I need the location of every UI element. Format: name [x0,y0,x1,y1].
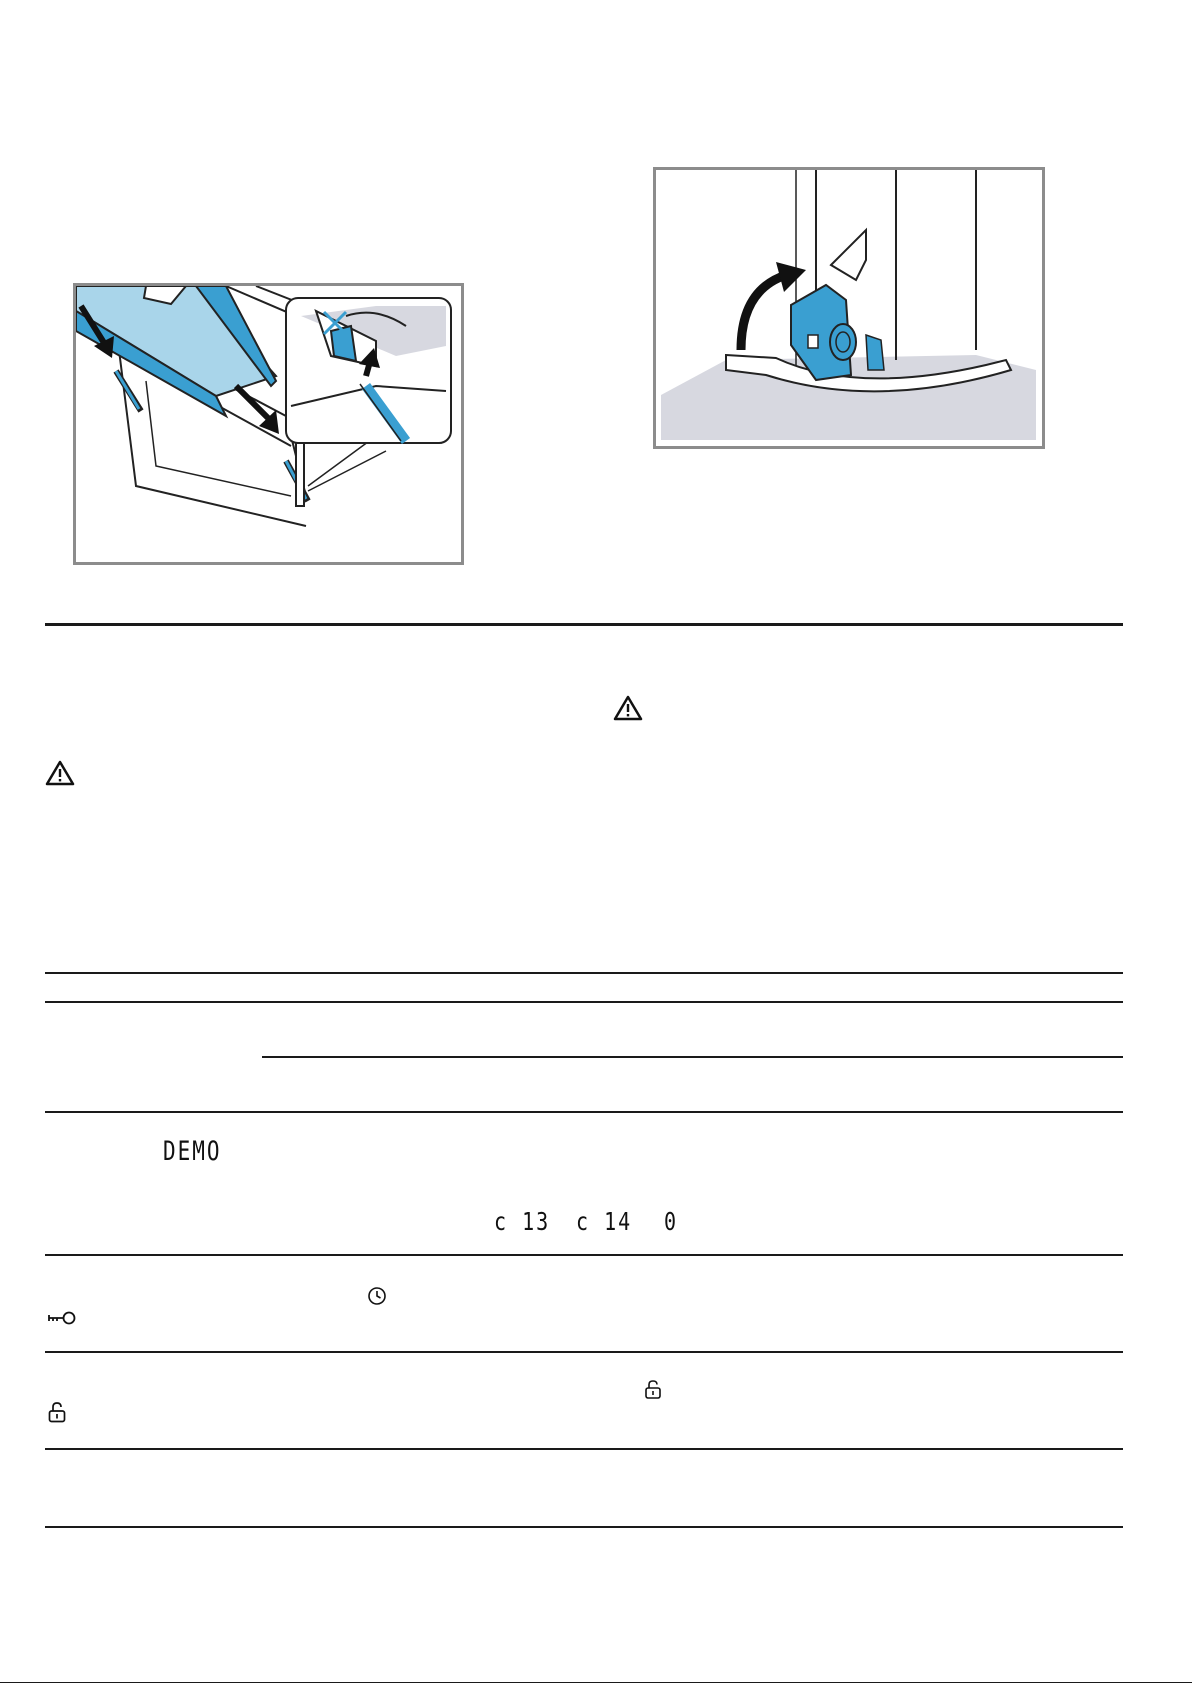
table-rule [45,1351,1123,1353]
table-rule [45,972,1123,974]
table-rule [45,1448,1123,1450]
display-code: 0 [664,1206,679,1236]
warning-icon [613,695,643,721]
display-code: c 14 [576,1206,633,1236]
door-hinge-diagram [76,286,461,562]
table-rule [45,1111,1123,1113]
key-icon [47,1310,77,1326]
lock-icon [47,1401,67,1423]
hinge-lever-diagram [656,170,1042,446]
oven-door-illustration [73,283,464,565]
section-divider [45,623,1123,626]
warning-icon [45,760,75,786]
table-rule [45,1254,1123,1256]
lock-icon [644,1379,662,1399]
table-rule [45,1526,1123,1528]
hinge-lever-illustration [653,167,1045,449]
table-rule [45,1001,1123,1003]
display-code: c 13 [494,1206,551,1236]
footer-rule [0,1682,1192,1683]
clock-icon [367,1286,387,1306]
table-rule [262,1056,1123,1058]
demo-display: DEMO [163,1136,222,1166]
